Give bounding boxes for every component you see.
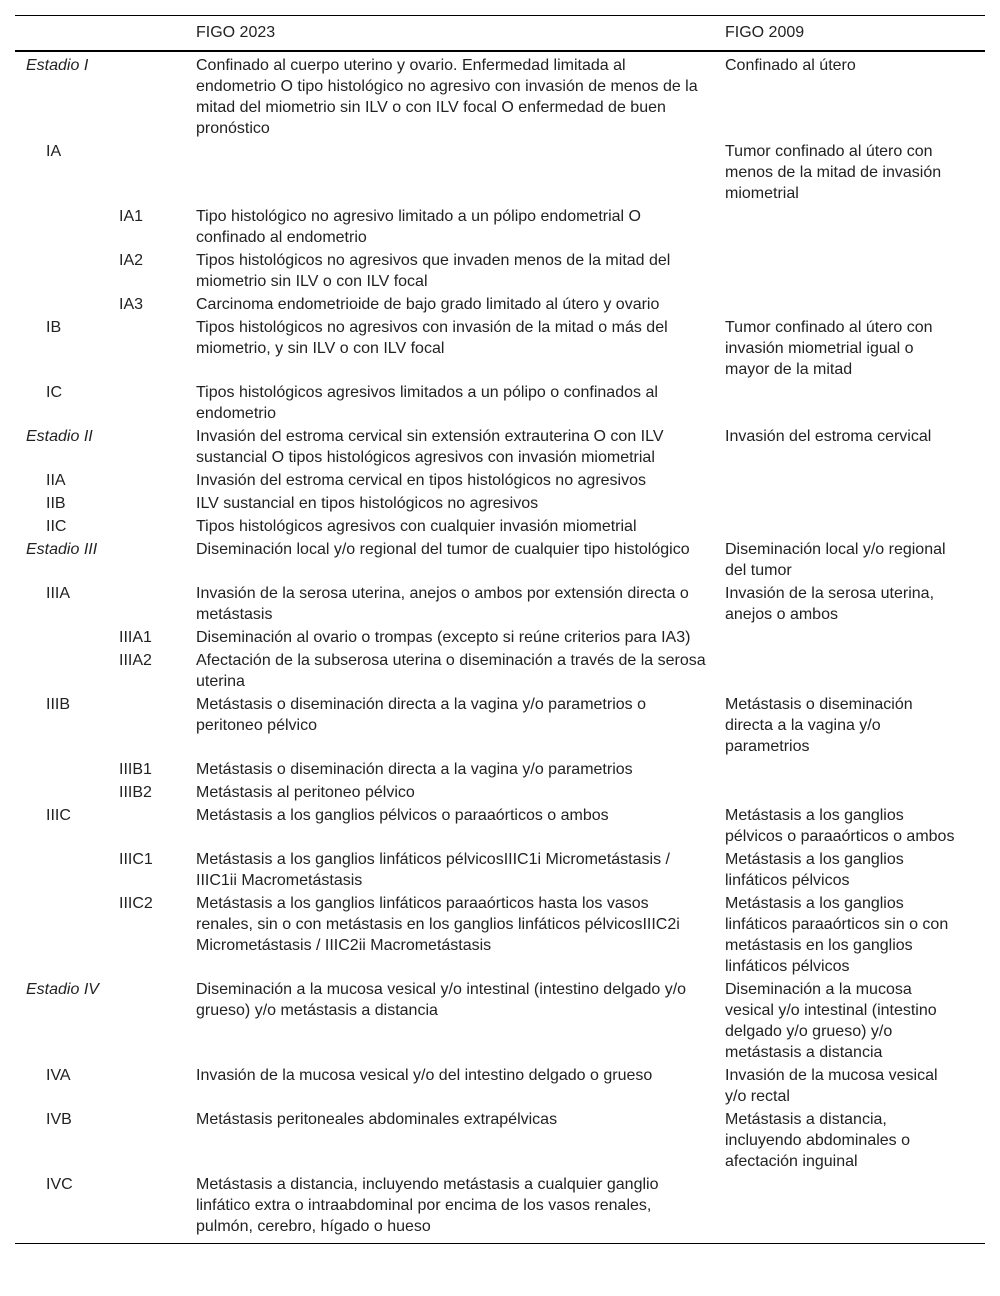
table-row	[15, 1108, 985, 1173]
figo-2023-description: Metástasis a distancia, incluyendo metástasis a cualquier ganglio linfático extra o intraabdominal por encima de los vasos renales, pulmón, cerebro, hígado o hueso	[196, 1176, 659, 1235]
figo-2023-description: Diseminación al ovario o trompas (excepto si reúne criterios para IA3)	[196, 629, 691, 646]
figo-staging-table	[15, 15, 985, 1244]
table-row	[15, 515, 985, 538]
table-row	[15, 538, 985, 582]
figo-2023-description: Confinado al cuerpo uterino y ovario. Enfermedad limitada al endometrio O tipo histológico no agresivo con invasión de menos de la mitad del miometrio sin ILV o con ILV focal O enfermedad de buen pronóstico	[196, 57, 698, 137]
stage-label: Estadio I	[26, 57, 89, 74]
sub-substage-label	[119, 425, 196, 469]
substage-label	[15, 293, 119, 316]
figo-2009-description	[725, 515, 985, 538]
table-row	[15, 978, 985, 1064]
stage-label: Estadio II	[26, 428, 93, 445]
substage-label	[15, 249, 119, 293]
table-row	[15, 140, 985, 205]
figo-2023-description: ILV sustancial en tipos histológicos no agresivos	[196, 495, 539, 512]
substage-label	[15, 758, 119, 781]
sub-substage-label: IA3	[119, 296, 144, 313]
figo-2009-description: Invasión de la mucosa vesical y/o rectal	[725, 1067, 938, 1105]
figo-2009-description: Metástasis a distancia, incluyendo abdominales o afectación inguinal	[725, 1111, 911, 1170]
figo-2023-description: Carcinoma endometrioide de bajo grado limitado al útero y ovario	[196, 296, 660, 313]
table-row	[15, 1173, 985, 1244]
table-header	[15, 16, 985, 52]
substage-label: IVC	[46, 1176, 73, 1193]
sub-substage-label	[119, 582, 196, 626]
sub-substage-label	[119, 515, 196, 538]
sub-substage-label: IIIA2	[119, 652, 152, 669]
figo-2023-description: Metástasis o diseminación directa a la vagina y/o parametrios o peritoneo pélvico	[196, 696, 646, 734]
substage-label: IIA	[46, 472, 66, 489]
figo-2009-description	[725, 1173, 985, 1244]
figo-2023-description: Metástasis a los ganglios linfáticos pélvicosIIIC1i Micrometástasis / IIIC1ii Macrometástasis	[196, 851, 670, 889]
figo-2023-description: Invasión del estroma cervical en tipos histológicos no agresivos	[196, 472, 647, 489]
sub-substage-label: IIIC1	[119, 851, 153, 868]
table-row	[15, 205, 985, 249]
figo-2023-description: Metástasis a los ganglios linfáticos paraaórticos hasta los vasos renales, sin o con metástasis en los ganglios linfáticos pélvicosIIIC2i Micrometástasis / IIIC2ii Macrometástasis	[196, 895, 680, 954]
sub-substage-label	[119, 381, 196, 425]
figo-2023-description: Tipos histológicos agresivos con cualquier invasión miometrial	[196, 518, 637, 535]
sub-substage-label	[119, 51, 196, 140]
figo-2009-description: Tumor confinado al útero con menos de la mitad de invasión miometrial	[725, 143, 942, 202]
figo-2009-description	[725, 293, 985, 316]
sub-substage-label: IIIB2	[119, 784, 152, 801]
figo-2009-description	[725, 381, 985, 425]
substage-label: IB	[46, 319, 62, 336]
figo-2009-description: Confinado al útero	[725, 57, 856, 74]
sub-substage-label: IA2	[119, 252, 144, 269]
header-figo-2009: FIGO 2009	[725, 24, 805, 41]
figo-2009-description: Metástasis a los ganglios pélvicos o paraaórticos o ambos	[725, 807, 955, 845]
table-row	[15, 892, 985, 978]
sub-substage-label	[119, 140, 196, 205]
sub-substage-label	[119, 1173, 196, 1244]
substage-label	[15, 205, 119, 249]
figo-2023-description: Diseminación a la mucosa vesical y/o intestinal (intestino delgado y/o grueso) y/o metástasis a distancia	[196, 981, 687, 1019]
table-row	[15, 781, 985, 804]
figo-2023-description: Invasión de la serosa uterina, anejos o ambos por extensión directa o metástasis	[196, 585, 689, 623]
figo-2009-description	[725, 781, 985, 804]
figo-2009-description	[725, 626, 985, 649]
figo-2023-description: Tipos histológicos no agresivos con invasión de la mitad o más del miometrio, y sin ILV o con ILV focal	[196, 319, 668, 357]
sub-substage-label: IA1	[119, 208, 144, 225]
sub-substage-label	[119, 693, 196, 758]
sub-substage-label	[119, 1064, 196, 1108]
sub-substage-label	[119, 804, 196, 848]
figo-2023-description	[196, 140, 725, 205]
substage-label	[15, 848, 119, 892]
table-row	[15, 293, 985, 316]
table-row	[15, 582, 985, 626]
figo-2023-description: Tipos histológicos no agresivos que invaden menos de la mitad del miometrio sin ILV o con ILV focal	[196, 252, 671, 290]
table-row	[15, 469, 985, 492]
figo-staging-table-container	[15, 15, 985, 1244]
substage-label	[15, 649, 119, 693]
table-row	[15, 626, 985, 649]
header-substage	[119, 16, 196, 52]
figo-2023-description: Metástasis a los ganglios pélvicos o paraaórticos o ambos	[196, 807, 609, 824]
substage-label: IIB	[46, 495, 66, 512]
sub-substage-label	[119, 538, 196, 582]
figo-2009-description: Metástasis a los ganglios linfáticos pélvicos	[725, 851, 904, 889]
table-body	[15, 51, 985, 1244]
figo-2009-description	[725, 205, 985, 249]
figo-2023-description: Metástasis al peritoneo pélvico	[196, 784, 415, 801]
sub-substage-label	[119, 316, 196, 381]
figo-2023-description: Diseminación local y/o regional del tumor de cualquier tipo histológico	[196, 541, 690, 558]
figo-2023-description: Metástasis o diseminación directa a la vagina y/o parametrios	[196, 761, 633, 778]
sub-substage-label: IIIC2	[119, 895, 153, 912]
substage-label: IIC	[46, 518, 67, 535]
substage-label: IIIC	[46, 807, 71, 824]
figo-2009-description	[725, 758, 985, 781]
figo-2009-description: Invasión del estroma cervical	[725, 428, 932, 445]
table-row	[15, 51, 985, 140]
figo-2023-description: Afectación de la subserosa uterina o diseminación a través de la serosa uterina	[196, 652, 706, 690]
figo-2009-description: Diseminación a la mucosa vesical y/o intestinal (intestino delgado y/o grueso) y/o metástasis a distancia	[725, 981, 937, 1061]
sub-substage-label	[119, 978, 196, 1064]
figo-2009-description: Tumor confinado al útero con invasión miometrial igual o mayor de la mitad	[725, 319, 933, 378]
substage-label: IIIB	[46, 696, 71, 713]
sub-substage-label: IIIA1	[119, 629, 152, 646]
substage-label: IC	[46, 384, 62, 401]
table-row	[15, 804, 985, 848]
figo-2023-description: Invasión de la mucosa vesical y/o del intestino delgado o grueso	[196, 1067, 653, 1084]
figo-2009-description: Metástasis o diseminación directa a la vagina y/o parametrios	[725, 696, 913, 755]
figo-2023-description: Tipos histológicos agresivos limitados a un pólipo o confinados al endometrio	[196, 384, 658, 422]
table-row	[15, 492, 985, 515]
figo-2009-description	[725, 469, 985, 492]
figo-2023-description: Metástasis peritoneales abdominales extrapélvicas	[196, 1111, 558, 1128]
sub-substage-label	[119, 1108, 196, 1173]
table-row	[15, 381, 985, 425]
table-row	[15, 758, 985, 781]
stage-label: Estadio IV	[26, 981, 99, 998]
figo-2009-description: Metástasis a los ganglios linfáticos paraaórticos sin o con metástasis en los ganglios linfáticos pélvicos	[725, 895, 949, 975]
sub-substage-label	[119, 492, 196, 515]
substage-label	[15, 892, 119, 978]
sub-substage-label: IIIB1	[119, 761, 152, 778]
substage-label: IVB	[46, 1111, 72, 1128]
table-row	[15, 249, 985, 293]
header-stage	[15, 16, 119, 52]
substage-label: IIIA	[46, 585, 71, 602]
substage-label	[15, 626, 119, 649]
substage-label: IA	[46, 143, 62, 160]
sub-substage-label	[119, 469, 196, 492]
substage-label: IVA	[46, 1067, 71, 1084]
header-row	[15, 16, 985, 52]
table-row	[15, 848, 985, 892]
header-figo-2023: FIGO 2023	[196, 24, 276, 41]
table-row	[15, 425, 985, 469]
figo-2009-description: Invasión de la serosa uterina, anejos o ambos	[725, 585, 935, 623]
table-row	[15, 1064, 985, 1108]
substage-label	[15, 781, 119, 804]
figo-2023-description: Tipo histológico no agresivo limitado a un pólipo endometrial O confinado al endometrio	[196, 208, 641, 246]
figo-2009-description: Diseminación local y/o regional del tumor	[725, 541, 946, 579]
table-row	[15, 649, 985, 693]
table-row	[15, 693, 985, 758]
table-row	[15, 316, 985, 381]
figo-2009-description	[725, 249, 985, 293]
figo-2009-description	[725, 649, 985, 693]
figo-2023-description: Invasión del estroma cervical sin extensión extrauterina O con ILV sustancial O tipos histológicos agresivos con invasión miometrial	[196, 428, 664, 466]
stage-label: Estadio III	[26, 541, 98, 558]
figo-2009-description	[725, 492, 985, 515]
